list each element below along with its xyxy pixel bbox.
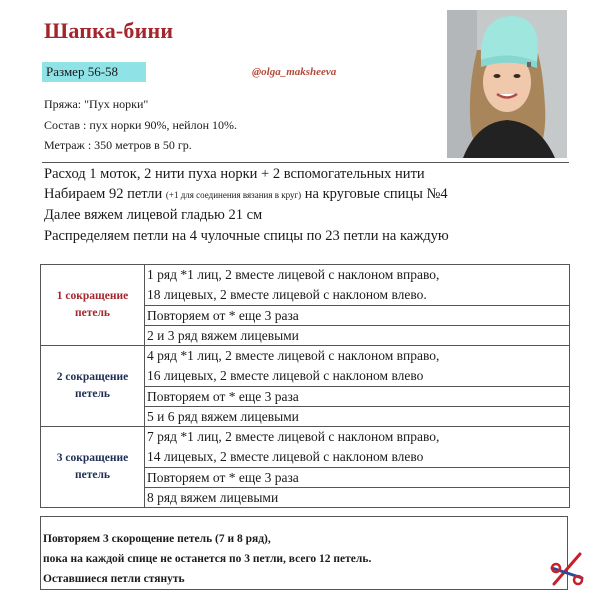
decrease-step-3 (41, 427, 570, 508)
step-line: Повторяем от * еще 3 раза (145, 386, 569, 406)
step-label: 2 сокращение петель (41, 346, 145, 427)
step-line: 4 ряд *1 лиц, 2 вместе лицевой с наклоном вправо, (147, 348, 440, 363)
final-line: пока на каждой спице не останется по 3 петли, всего 12 петель. (43, 553, 372, 565)
step-line: 8 ряд вяжем лицевыми (145, 487, 569, 507)
step-content (145, 346, 570, 427)
yarn-line: Пряжа: "Пух норки" (44, 97, 149, 111)
step-line: 16 лицевых, 2 вместе лицевой с наклоном влево (147, 368, 424, 383)
step-line: Повторяем от * еще 3 раза (145, 467, 569, 487)
stockinette-line: Далее вяжем лицевой гладью 21 см (44, 207, 263, 223)
composition-line: Состав : пух норки 90%, нейлон 10%. (44, 118, 238, 132)
page-title: Шапка-бини (44, 18, 174, 43)
consumption-line: Расход 1 моток, 2 нити пуха норки + 2 вспомогательных нити (44, 166, 425, 182)
length-line: Метраж : 350 метров в 50 гр. (44, 138, 192, 152)
size-badge: Размер 56-58 (42, 62, 146, 82)
model-photo (447, 10, 567, 158)
scissors-icon (548, 548, 586, 588)
step-line: 14 лицевых, 2 вместе лицевой с наклоном влево (147, 449, 424, 464)
final-instructions (40, 516, 568, 590)
step-label: 1 сокращение петель (41, 265, 145, 346)
cast-on-main: Набираем 92 петли (44, 186, 166, 202)
header-divider (42, 162, 569, 163)
step-content (145, 265, 570, 346)
final-line: Повторяем 3 скорощение петель (7 и 8 ряд), (43, 533, 271, 545)
cast-on-note: (+1 для соединения вязания в круг) (165, 190, 302, 200)
step-line: 7 ряд *1 лиц, 2 вместе лицевой с наклоном вправо, (147, 429, 440, 444)
step-line: 2 и 3 ряд вяжем лицевыми (145, 325, 569, 345)
distribute-line: Распределяем петли на 4 чулочные спицы по 23 петли на каждую (44, 228, 449, 244)
decrease-table (40, 264, 570, 508)
decrease-step-1 (41, 265, 570, 346)
cast-on-line (44, 186, 448, 203)
step-line: 1 ряд *1 лиц, 2 вместе лицевой с наклоном вправо, (147, 267, 440, 282)
cast-on-end: на круговые спицы №4 (301, 186, 448, 202)
decrease-step-2 (41, 346, 570, 427)
step-line: Повторяем от * еще 3 раза (145, 305, 569, 325)
step-line: 18 лицевых, 2 вместе лицевой с наклоном влево. (147, 287, 427, 302)
step-label: 3 сокращение петель (41, 427, 145, 508)
author-handle: @olga_maksheeva (252, 66, 337, 78)
step-content (145, 427, 570, 508)
step-line: 5 и 6 ряд вяжем лицевыми (145, 406, 569, 426)
final-line: Оставшиеся петли стянуть (43, 573, 185, 585)
